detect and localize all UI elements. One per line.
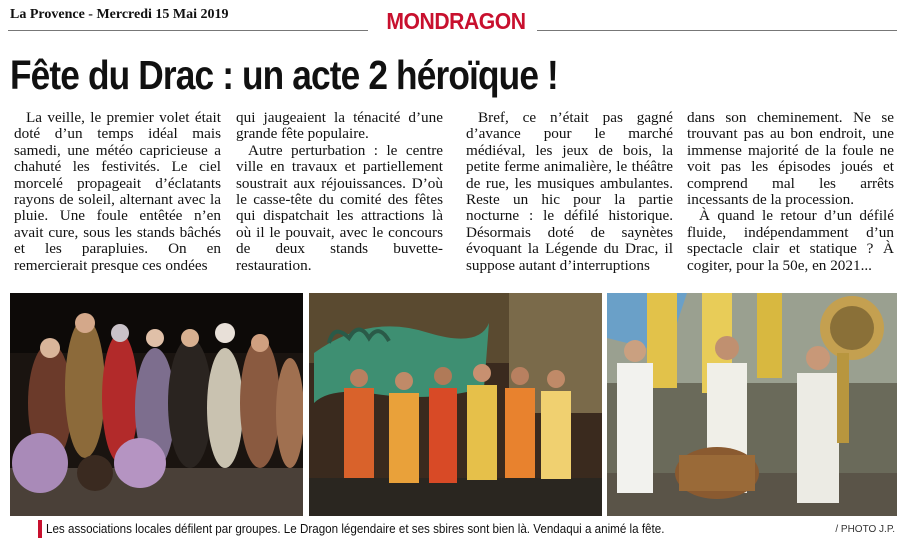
header-rule-left	[8, 30, 368, 31]
paragraph: Autre perturbation : le centre ville en travaux et partiellement soustrait aux réjouissances. D’où le casse-tête du comité des fêtes qui dispatchait les attractions là où il le pouvait, avec le concours de deux stands buvette-restauration.	[236, 141, 443, 274]
paragraph: dans son cheminement. Ne se trouvant pas au bon endroit, une immense majorité de la foule ne voit pas les épisodes joués et comprend mal les arrêts incessants de la procession.	[687, 110, 894, 209]
article-column-3	[466, 110, 673, 282]
headline: Fête du Drac : un acte 2 héroïque !	[10, 52, 558, 98]
paragraph: Bref, ce n’était pas gagné d’avance pour le marché médiéval, les jeux de bois, la petite ferme animalière, le théâtre de rue, les musiques ambulantes. Reste un hic pour la partie nocturne : le défilé historique. Désormais doté de saynètes évoquant la Légende du Drac, il suppose autant d’interruptions	[466, 110, 673, 274]
paragraph: qui jaugeaient la ténacité d’une grande fête populaire.	[236, 110, 443, 143]
photo-costumed-crowd	[10, 293, 303, 516]
publication-date: La Provence - Mercredi 15 Mai 2019	[10, 7, 229, 22]
photo-street-musicians	[607, 293, 897, 516]
article-column-1	[14, 110, 221, 282]
caption-accent-bar	[38, 520, 42, 538]
article-column-2	[236, 110, 443, 282]
photo-credit: / PHOTO J.P.	[835, 524, 895, 535]
paragraph: La veille, le premier volet était doté d’un temps idéal mais samedi, une météo capricieuse a chahuté les festivités. Le ciel morcelé propageait d’éclatants rayons de soleil, alternant avec la pluie. Une foule entêtée n’en avait cure, sous les stands bâchés et les parapluies. On en remercierait presque ces ondées	[14, 110, 221, 274]
header-rule-right	[537, 30, 897, 31]
article-column-4	[687, 110, 894, 282]
photo-caption: Les associations locales défilent par groupes. Le Dragon légendaire et ses sbires sont bien là. Vendaqui a animé la fête.	[46, 522, 665, 536]
photo-dragon-parade	[309, 293, 602, 516]
section-title: MONDRAGON	[386, 8, 526, 34]
paragraph: À quand le retour d’un défilé fluide, indépendamment d’un spectacle clair et statique ? À cogiter, pour la 50e, en 2021...	[687, 207, 894, 274]
